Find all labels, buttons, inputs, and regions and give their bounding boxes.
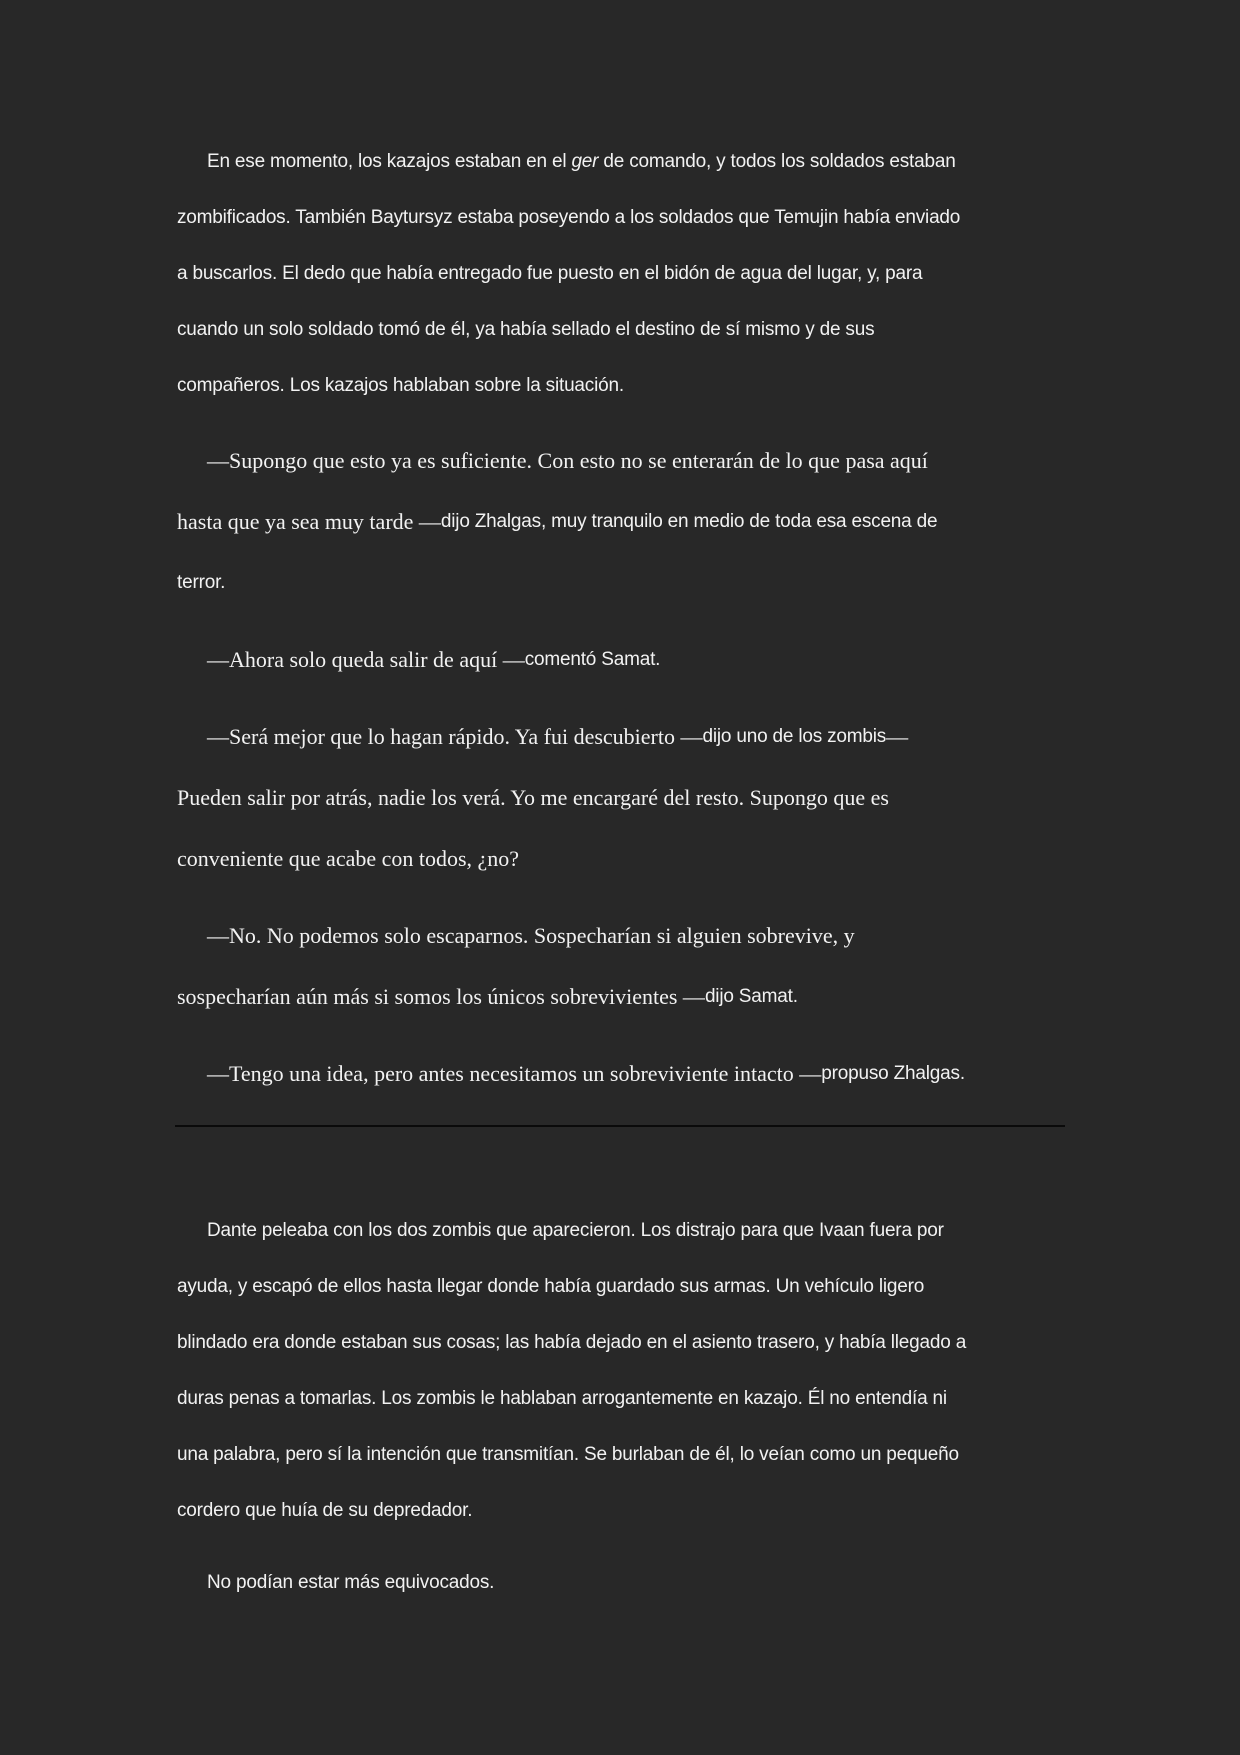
text-line bbox=[177, 1427, 1067, 1483]
text-line bbox=[177, 1043, 1067, 1104]
text-line bbox=[177, 1371, 1067, 1427]
text-line bbox=[177, 552, 1067, 613]
text-run: cuando un solo soldado tomó de él, ya había sellado el destino de sí mismo y de sus bbox=[177, 319, 875, 340]
text-run: —Ahora solo queda salir de aquí — bbox=[207, 646, 525, 672]
paragraph bbox=[177, 1043, 1067, 1104]
text-run: una palabra, pero sí la intención que transmitían. Se burlaban de él, lo veían como un pequeño bbox=[177, 1444, 959, 1465]
text-line bbox=[177, 629, 1067, 690]
document-section-1 bbox=[177, 134, 1067, 1120]
text-run: — bbox=[886, 723, 909, 749]
text-line bbox=[177, 491, 1067, 552]
text-run: terror. bbox=[177, 571, 226, 593]
text-run: dijo uno de los zombis bbox=[702, 725, 887, 747]
paragraph bbox=[177, 1555, 1067, 1611]
paragraph bbox=[177, 629, 1067, 690]
document-section-2 bbox=[177, 1203, 1067, 1627]
text-run: compañeros. Los kazajos hablaban sobre la situación. bbox=[177, 375, 624, 396]
paragraph bbox=[177, 134, 1067, 414]
text-line bbox=[177, 190, 1067, 246]
text-run: duras penas a tomarlas. Los zombis le hablaban arrogantemente en kazajo. Él no entendía ni bbox=[177, 1388, 947, 1409]
text-run: dijo Zhalgas, muy tranquilo en medio de toda esa escena de bbox=[440, 510, 938, 532]
text-run: propuso Zhalgas. bbox=[821, 1062, 965, 1084]
text-line bbox=[177, 706, 1067, 767]
text-line bbox=[177, 358, 1067, 414]
text-run: No podían estar más equivocados. bbox=[207, 1572, 495, 1593]
text-line bbox=[177, 430, 1067, 491]
paragraph bbox=[177, 1203, 1067, 1539]
text-line bbox=[177, 1259, 1067, 1315]
text-line bbox=[177, 1483, 1067, 1539]
text-run: Dante peleaba con los dos zombis que aparecieron. Los distrajo para que Ivaan fuera por bbox=[207, 1220, 944, 1241]
text-run: blindado era donde estaban sus cosas; las había dejado en el asiento trasero, y había llegado a bbox=[177, 1332, 967, 1353]
text-run: conveniente que acabe con todos, ¿no? bbox=[177, 845, 520, 871]
text-run: —Tengo una idea, pero antes necesitamos un sobreviviente intacto — bbox=[207, 1060, 822, 1086]
text-run: —No. No podemos solo escaparnos. Sospecharían si alguien sobrevive, y bbox=[207, 922, 855, 948]
text-run: En ese momento, los kazajos estaban en el bbox=[207, 151, 572, 172]
section-divider bbox=[175, 1125, 1065, 1127]
italic-text: ger bbox=[571, 151, 599, 172]
text-line bbox=[177, 1315, 1067, 1371]
text-line bbox=[177, 828, 1067, 889]
text-line bbox=[177, 966, 1067, 1027]
text-run: Pueden salir por atrás, nadie los verá. Yo me encargaré del resto. Supongo que es bbox=[177, 784, 889, 810]
text-line bbox=[177, 767, 1067, 828]
paragraph bbox=[177, 430, 1067, 613]
text-line bbox=[177, 1555, 1067, 1611]
text-run: cordero que huía de su depredador. bbox=[177, 1500, 473, 1521]
text-line bbox=[177, 134, 1067, 190]
text-line bbox=[177, 1203, 1067, 1259]
paragraph bbox=[177, 905, 1067, 1027]
text-run: sospecharían aún más si somos los únicos sobrevivientes — bbox=[177, 983, 705, 1009]
paragraph bbox=[177, 706, 1067, 889]
text-run: —Será mejor que lo hagan rápido. Ya fui descubierto — bbox=[207, 723, 703, 749]
text-line bbox=[177, 246, 1067, 302]
text-run: a buscarlos. El dedo que había entregado fue puesto en el bidón de agua del lugar, y, para bbox=[177, 263, 923, 284]
text-run: de comando, y todos los soldados estaban bbox=[598, 151, 956, 172]
text-line bbox=[177, 302, 1067, 358]
text-run: ayuda, y escapó de ellos hasta llegar donde había guardado sus armas. Un vehículo ligero bbox=[177, 1276, 925, 1297]
text-line bbox=[177, 905, 1067, 966]
text-run: comentó Samat. bbox=[524, 648, 661, 670]
text-run: dijo Samat. bbox=[704, 985, 798, 1007]
text-run: —Supongo que esto ya es suficiente. Con esto no se enterarán de lo que pasa aquí bbox=[207, 447, 928, 473]
text-run: zombificados. También Baytursyz estaba poseyendo a los soldados que Temujin había enviado bbox=[177, 207, 961, 228]
text-run: hasta que ya sea muy tarde — bbox=[177, 508, 441, 534]
